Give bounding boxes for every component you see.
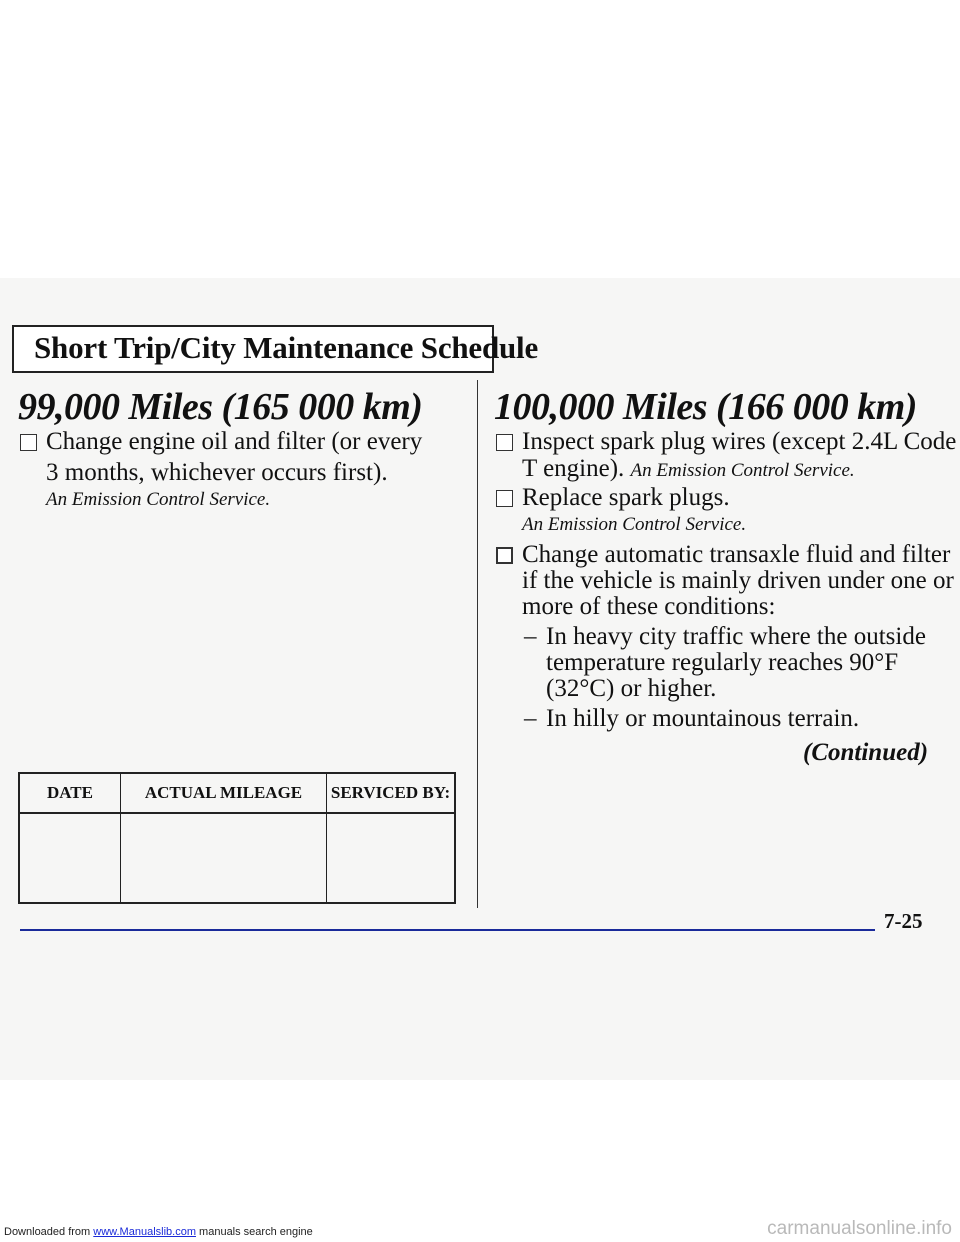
right-item2-line1: Replace spark plugs. — [522, 484, 730, 511]
footer-suffix: manuals search engine — [199, 1226, 313, 1238]
bullet-dash: – — [524, 623, 537, 650]
right-sub2-line1: In hilly or mountainous terrain. — [546, 705, 860, 732]
right-item1-line2-text: T engine). — [522, 455, 625, 482]
right-item3-line3: more of these conditions: — [522, 593, 776, 620]
download-footer — [4, 1226, 313, 1238]
left-item1-line1: Change engine oil and filter (or every — [46, 428, 423, 455]
table-cell-date — [19, 813, 121, 903]
left-section-title: 99,000 Miles (165 000 km) — [18, 386, 423, 428]
page-number: 7-25 — [884, 909, 923, 933]
service-record-table — [18, 772, 456, 904]
right-sub1-line2: temperature regularly reaches 90°F — [546, 649, 899, 676]
right-item1-note: An Emission Control Service. — [630, 460, 855, 481]
table-cell-serviced-by — [327, 813, 456, 903]
checkbox-icon — [496, 490, 513, 507]
continued-label: (Continued) — [803, 739, 929, 766]
checkbox-icon — [20, 434, 37, 451]
column-divider — [477, 380, 478, 908]
checkbox-icon — [496, 434, 513, 451]
right-item3-line1: Change automatic transaxle fluid and filter — [522, 541, 951, 568]
section-header-box — [12, 325, 539, 373]
table-header-serviced-by: SERVICED BY: — [327, 773, 456, 813]
table-header-mileage: ACTUAL MILEAGE — [121, 773, 327, 813]
table-cell-mileage — [121, 813, 327, 903]
right-sub1-line1: In heavy city traffic where the outside — [546, 623, 926, 650]
checkbox-icon — [496, 547, 513, 564]
right-item3-line2: if the vehicle is mainly driven under one or — [522, 567, 954, 594]
section-header-title: Short Trip/City Maintenance Schedule — [34, 330, 539, 365]
table-header-date: DATE — [19, 773, 121, 813]
right-sub1-line3: (32°C) or higher. — [546, 675, 717, 702]
right-item1-line1: Inspect spark plug wires (except 2.4L Code — [522, 428, 957, 455]
footer-prefix: Downloaded from — [4, 1226, 91, 1238]
bottom-rule — [20, 929, 875, 931]
bullet-dash: – — [524, 705, 537, 732]
right-item2-note: An Emission Control Service. — [522, 514, 747, 535]
right-section-title: 100,000 Miles (166 000 km) — [494, 386, 917, 428]
site-watermark: carmanualsonline.info — [767, 1218, 952, 1239]
manualslib-link[interactable]: www.Manualslib.com — [93, 1226, 196, 1238]
left-item1-note: An Emission Control Service. — [46, 489, 271, 510]
left-item1-line2: 3 months, whichever occurs first). — [46, 459, 388, 486]
